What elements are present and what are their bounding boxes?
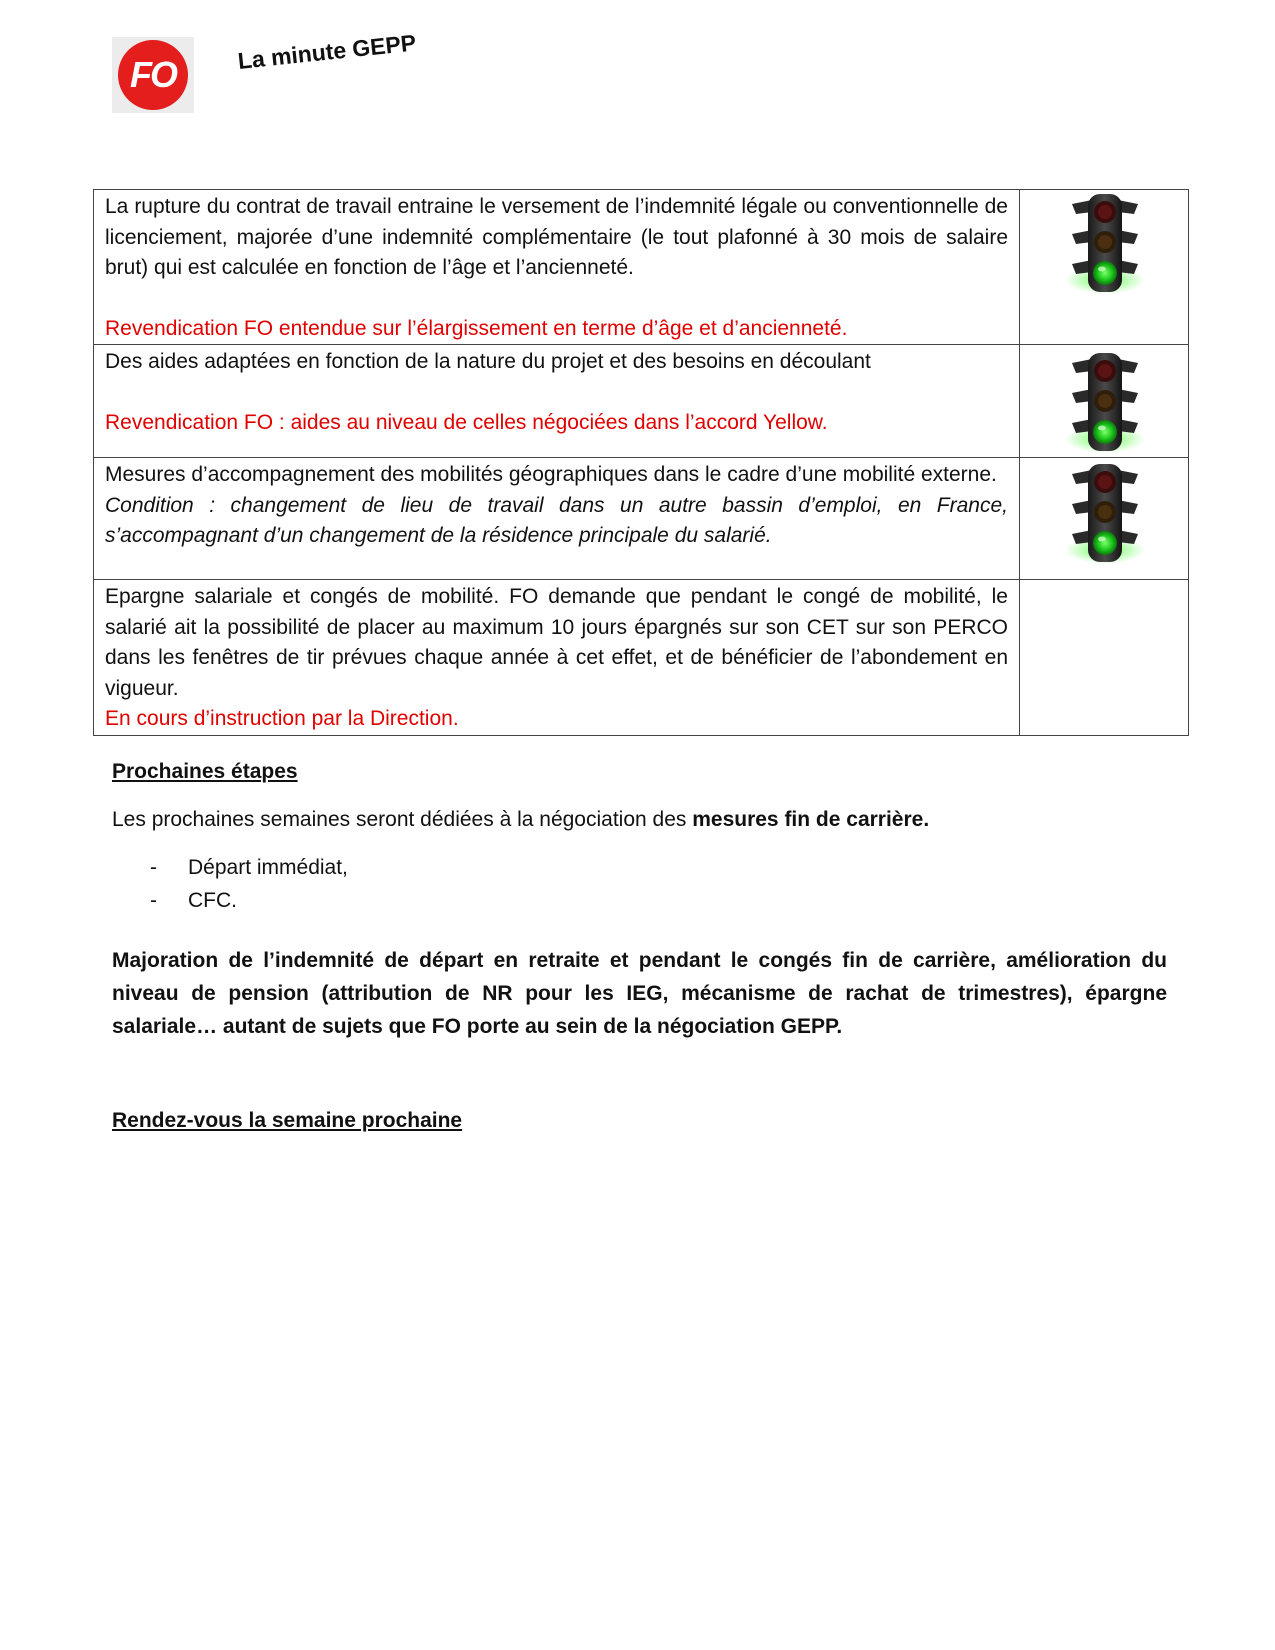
- document-title: La minute GEPP: [236, 29, 418, 74]
- table-row: [94, 580, 1189, 736]
- summary-paragraph: Majoration de l’indemnité de départ en retraite et pendant le congés fin de carrière, amélioration du niveau de pension (attribution de NR pour les IEG, mécanisme de rachat de trimestres), épargne salariale… autant de sujets que FO porte au sein de la négociation GEPP.: [112, 949, 1167, 1038]
- closing-heading: Rendez-vous la semaine prochaine: [112, 1109, 463, 1132]
- status-cell: [1020, 458, 1189, 580]
- status-cell-empty: [1020, 580, 1189, 736]
- measure-cell: [94, 190, 1020, 345]
- measure-condition: Condition : changement de lieu de travail dans un autre bassin d’emploi, en France, s’accompagnant d’un changement de la résidence principale du salarié.: [105, 493, 1008, 547]
- measure-cell: [94, 580, 1020, 736]
- logo-text: FO: [130, 54, 176, 95]
- measures-table: [93, 189, 1189, 736]
- measure-text: Mesures d’accompagnement des mobilités géographiques dans le cadre d’une mobilité externe.: [105, 463, 997, 486]
- next-steps-heading: Prochaines étapes: [112, 760, 298, 783]
- next-steps-intro: [112, 808, 1167, 832]
- list-item: - Départ immédiat,: [150, 856, 348, 879]
- measure-text: La rupture du contrat de travail entraine le versement de l’indemnité légale ou conventionnelle de licenciement, majorée d’une indemnité complémentaire (le tout plafonné à 30 mois de salaire brut) qui est calculée en fonction de l’âge et l’ancienneté.: [105, 195, 1008, 279]
- intro-bold: mesures fin de carrière.: [692, 808, 930, 831]
- list-item: - CFC.: [150, 889, 237, 912]
- fo-claim: Revendication FO entendue sur l’élargissement en terme d’âge et d’ancienneté.: [105, 316, 848, 340]
- measure-cell: [94, 345, 1020, 458]
- fo-claim: Revendication FO : aides au niveau de celles négociées dans l’accord Yellow.: [105, 410, 828, 434]
- measure-text: Epargne salariale et congés de mobilité. FO demande que pendant le congé de mobilité, le salarié ait la possibilité de placer au maximum 10 jours épargnés sur son CET sur son PERCO dans les fenêtres de tir prévues chaque année à cet effet, et de bénéficier de l’abondement en vigueur.: [105, 585, 1008, 700]
- green-traffic-light-icon: [1062, 460, 1148, 568]
- measure-cell: [94, 458, 1020, 580]
- measure-text: Des aides adaptées en fonction de la nature du projet et des besoins en découlant: [105, 350, 871, 373]
- green-traffic-light-icon: [1062, 349, 1148, 457]
- green-traffic-light-icon: [1062, 190, 1148, 298]
- table-row: [94, 190, 1189, 345]
- status-cell: [1020, 345, 1189, 458]
- table-row: [94, 458, 1189, 580]
- fo-claim: En cours d’instruction par la Direction.: [105, 707, 459, 730]
- status-cell: [1020, 190, 1189, 345]
- fo-logo: [112, 37, 194, 113]
- intro-text: Les prochaines semaines seront dédiées à la négociation des: [112, 808, 693, 831]
- logo-red-circle: [118, 40, 188, 110]
- next-steps-list: [112, 851, 1167, 917]
- table-row: [94, 345, 1189, 458]
